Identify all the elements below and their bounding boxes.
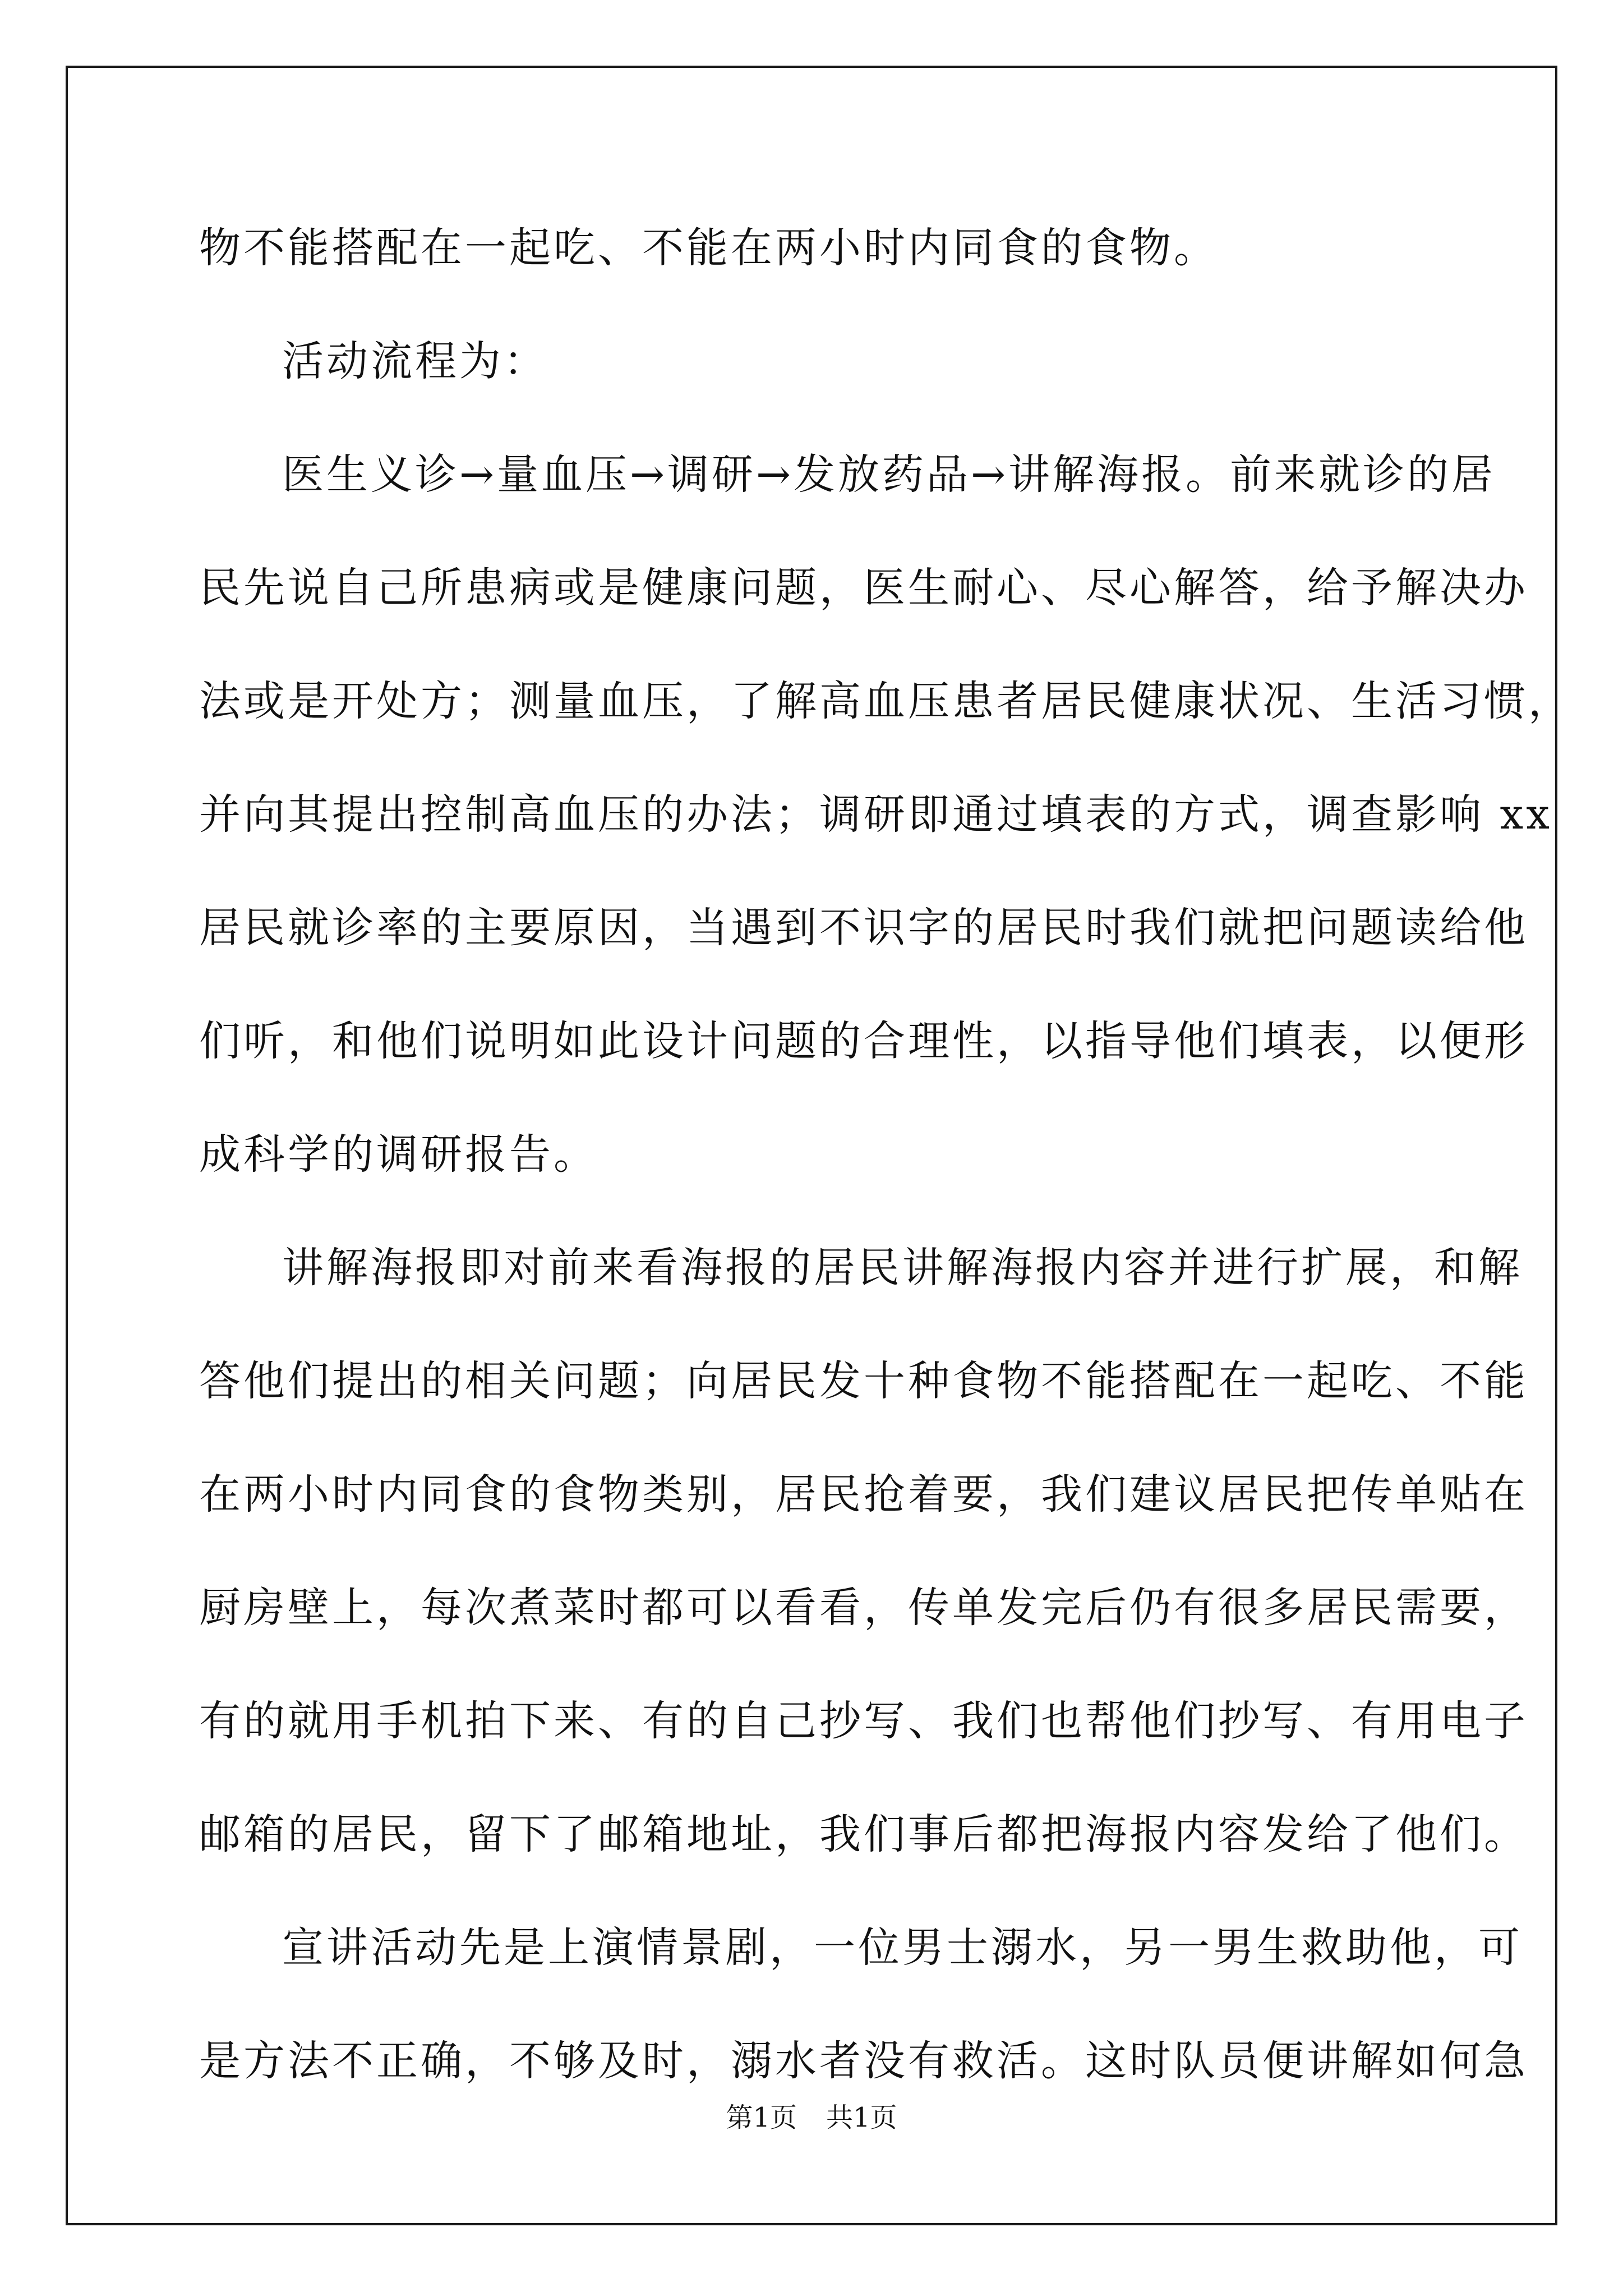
page-footer [0,2101,1623,2134]
text-line: 在两小时内同食的食物类别，居民抢着要，我们建议居民把传单贴在 [199,1470,1528,1519]
text-line: 成科学的调研报告。 [199,1130,598,1179]
page-total: 共1页 [826,2102,897,2133]
text-line: 有的就用手机拍下来、有的自己抄写、我们也帮他们抄写、有用电子 [199,1697,1528,1745]
text-line: 答他们提出的相关问题；向居民发十种食物不能搭配在一起吃、不能 [199,1357,1528,1405]
text-line: 物不能搭配在一起吃、不能在两小时内同食的食物。 [199,224,1218,272]
text-line: 讲解海报即对前来看海报的居民讲解海报内容并进行扩展，和解 [282,1244,1523,1292]
text-line: 们听，和他们说明如此设计问题的合理性，以指导他们填表，以便形 [199,1017,1528,1065]
text-line: 邮箱的居民，留下了邮箱地址，我们事后都把海报内容发给了他们。 [199,1810,1528,1858]
text-line: 医生义诊→量血压→调研→发放药品→讲解海报。前来就诊的居 [282,450,1496,499]
text-line: 厨房壁上，每次煮菜时都可以看看，传单发完后仍有很多居民需要， [199,1584,1528,1632]
page-number: 第1页 [726,2102,797,2133]
text-line: 并向其提出控制高血压的办法；调研即通过填表的方式，调查影响 xx [199,790,1552,839]
text-line: 是方法不正确，不够及时，溺水者没有救活。这时队员便讲解如何急 [199,2037,1528,2085]
text-line: 法或是开处方；测量血压，了解高血压患者居民健康状况、生活习惯， [199,677,1573,725]
text-line: 宣讲活动先是上演情景剧，一位男士溺水，另一男生救助他，可 [282,1924,1523,1972]
text-line: 民先说自己所患病或是健康问题，医生耐心、尽心解答，给予解决办 [199,564,1528,612]
document-body [199,220,1573,2146]
text-line: 居民就诊率的主要原因，当遇到不识字的居民时我们就把问题读给他 [199,904,1528,952]
text-line: 活动流程为： [282,337,548,385]
